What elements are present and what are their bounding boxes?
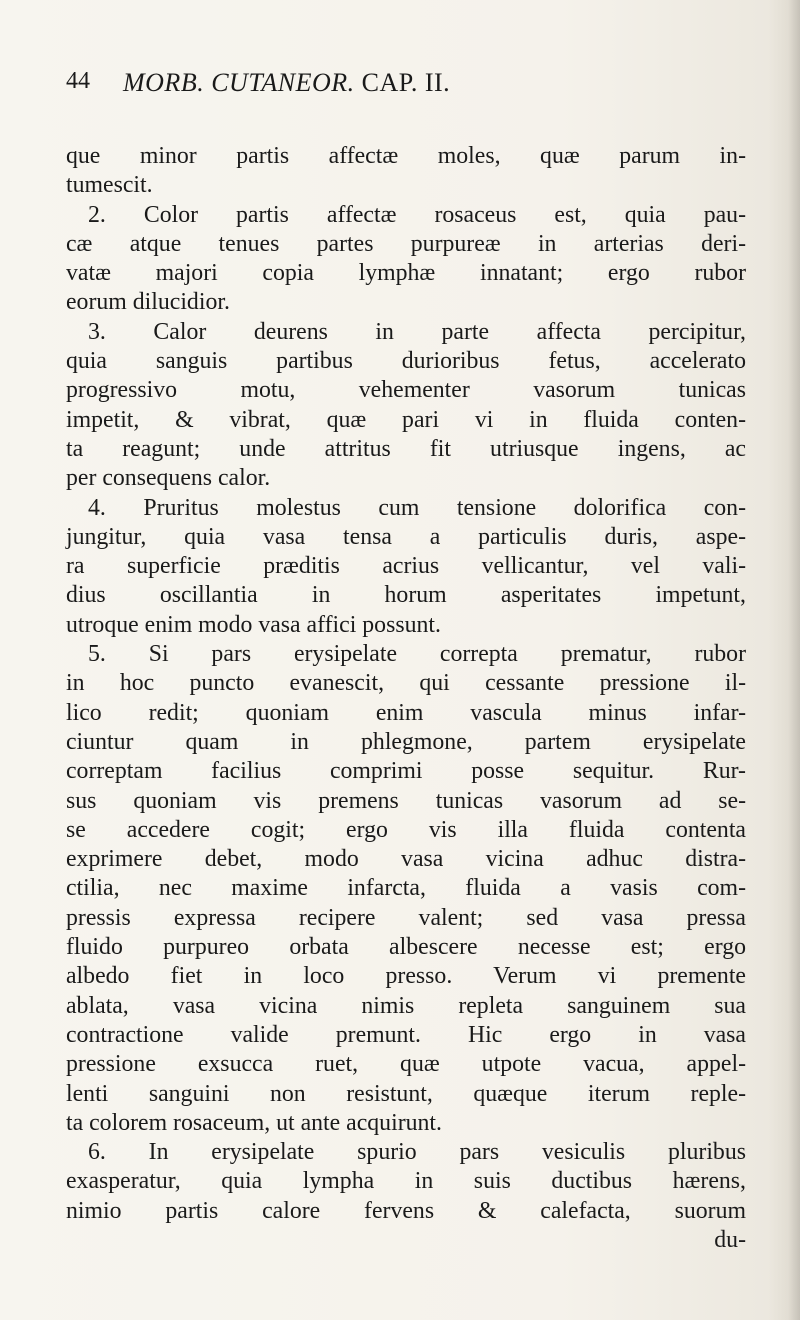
body-text — [66, 142, 746, 1255]
text-line: contractione valide premunt. Hic ergo in vasa — [66, 1021, 746, 1048]
text-line: progressivo motu, vehementer vasorum tunicas — [66, 377, 746, 404]
text-line: lenti sanguini non resistunt, quæque iterum reple- — [66, 1080, 746, 1107]
text-line: ctilia, nec maxime infarcta, fluida a vasis com- — [66, 875, 746, 902]
text-line: vatæ majori copia lymphæ innatant; ergo rubor — [66, 260, 746, 287]
text-line: que minor partis affectæ moles, quæ parum in- — [66, 143, 746, 169]
text-line: albedo fiet in loco presso. Verum vi premente — [66, 963, 746, 990]
running-head-title: MORB. CUTANEOR. — [123, 68, 355, 97]
text-line: 4. Pruritus molestus cum tensione dolorifica con- — [88, 494, 746, 521]
text-line: jungitur, quia vasa tensa a particulis duris, aspe- — [66, 523, 746, 550]
text-line: 5. Si pars erysipelate correpta prematur, rubor — [88, 641, 746, 668]
text-line: per consequens calor. — [66, 465, 271, 492]
text-line: lico redit; quoniam enim vascula minus infar- — [66, 699, 746, 726]
text-line: utroque enim modo vasa affici possunt. — [66, 611, 441, 638]
page-edge-shadow — [788, 0, 800, 1320]
text-line: exprimere debet, modo vasa vicina adhuc distra- — [66, 846, 746, 873]
running-head — [123, 68, 450, 98]
text-line: eorum dilucidior. — [66, 289, 230, 316]
text-line: cæ atque tenues partes purpureæ in arterias deri- — [66, 230, 746, 257]
text-line: fluido purpureo orbata albescere necesse est; ergo — [66, 934, 746, 961]
page-number: 44 — [66, 68, 90, 94]
text-line: tumescit. — [66, 172, 153, 199]
text-line: exasperatur, quia lympha in suis ductibus hærens, — [66, 1168, 746, 1195]
text-line: quia sanguis partibus durioribus fetus, accelerato — [66, 348, 746, 375]
text-line: ta colorem rosaceum, ut ante acquirunt. — [66, 1109, 442, 1136]
text-line: se accedere cogit; ergo vis illa fluida contenta — [66, 816, 746, 843]
text-line: ta reagunt; unde attritus fit utriusque ingens, ac — [66, 435, 746, 462]
text-line: correptam facilius comprimi posse sequitur. Rur- — [66, 758, 746, 785]
text-line: 6. In erysipelate spurio pars vesiculis pluribus — [88, 1139, 746, 1166]
text-line: 2. Color partis affectæ rosaceus est, quia pau- — [88, 201, 746, 228]
text-line: pressione exsucca ruet, quæ utpote vacua, appel- — [66, 1051, 746, 1078]
running-head-chapter: CAP. II. — [354, 68, 451, 97]
text-line: in hoc puncto evanescit, qui cessante pressione il- — [66, 670, 746, 697]
page-header — [66, 68, 746, 108]
text-line: sus quoniam vis premens tunicas vasorum ad se- — [66, 787, 746, 814]
text-line: dius oscillantia in horum asperitates impetunt, — [66, 582, 746, 609]
text-line: 3. Calor deurens in parte affecta percipitur, — [88, 318, 746, 345]
text-line: ablata, vasa vicina nimis repleta sanguinem sua — [66, 992, 746, 1019]
text-line: ciuntur quam in phlegmone, partem erysipelate — [66, 728, 746, 755]
text-line: pressis expressa recipere valent; sed vasa pressa — [66, 904, 746, 931]
text-line: ra superficie præditis acrius vellicantur, vel vali- — [66, 553, 746, 580]
text-line: impetit, & vibrat, quæ pari vi in fluida conten- — [66, 406, 746, 433]
text-line: nimio partis calore fervens & calefacta, suorum — [66, 1197, 746, 1224]
catchword: du- — [714, 1226, 746, 1253]
